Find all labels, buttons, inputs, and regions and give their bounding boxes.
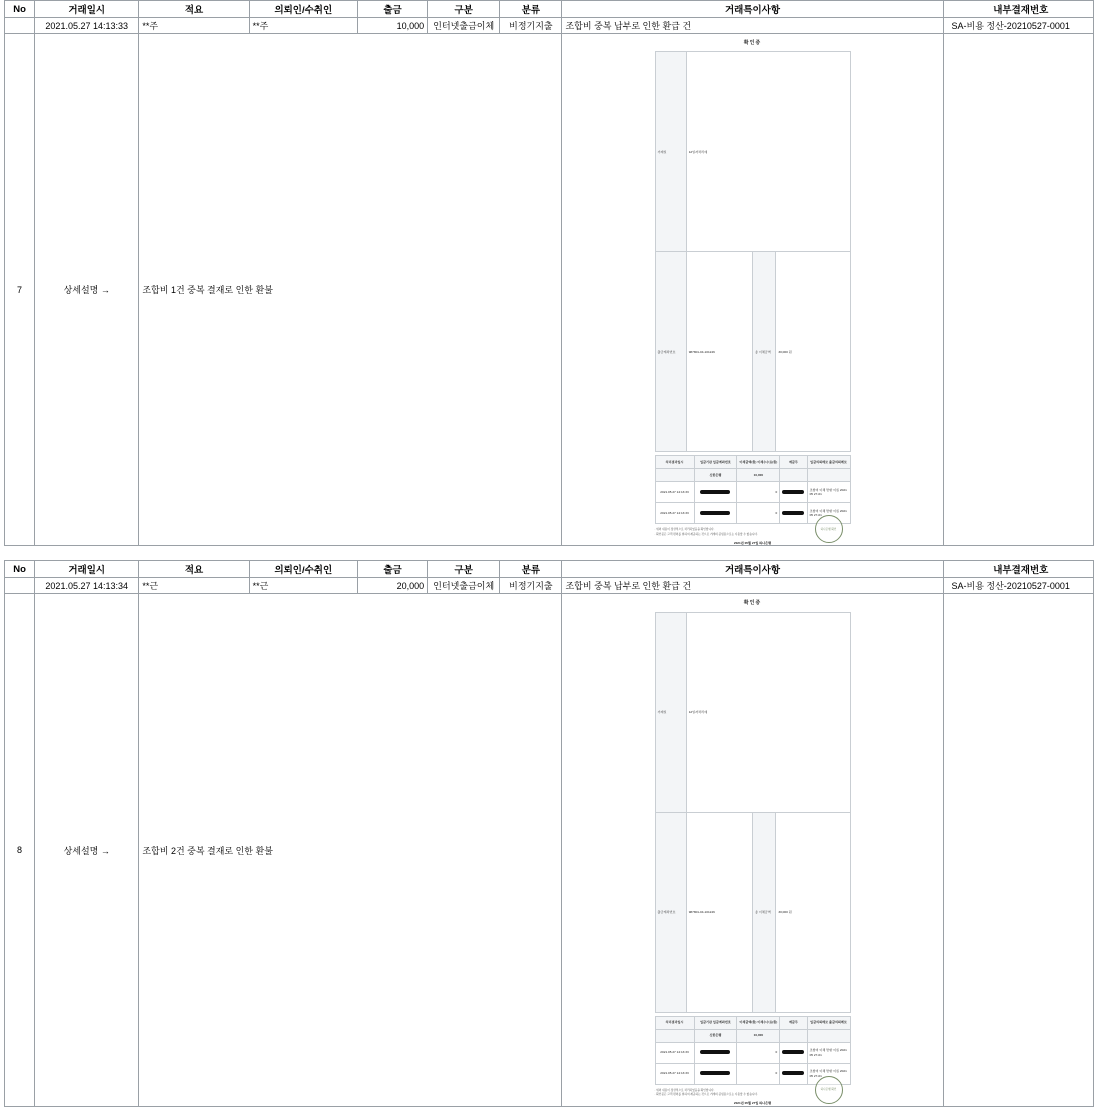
receipt-footnote-2: · 확인증은 고객 편의를 위하여 제공하는 것으로 거래의 증빙용으로는 사용할 수 없습니다.	[654, 532, 758, 536]
receipt-row2-holder	[780, 1063, 807, 1084]
receipt-info-table	[655, 612, 851, 1013]
cell-approval: SA-비용 정산-20210527-0001	[943, 18, 1093, 34]
bank-stamp-icon: 하나은행 확인	[815, 1076, 843, 1104]
receipt-row1-memo: 조합비 이체 반환 이름 2021 05 27-01	[807, 482, 850, 503]
receipt-subcol-amount: 10,000	[737, 469, 780, 482]
receipt-subcol-holder	[780, 469, 807, 482]
receipt-row1-holder	[780, 1042, 807, 1063]
cell-summary: **주	[139, 18, 249, 34]
redaction-bar	[782, 1050, 804, 1054]
col-header-class: 분류	[500, 561, 562, 578]
cell-type: 인터넷출금이체	[428, 18, 500, 34]
receipt-label-date: 거래일	[655, 52, 686, 252]
transaction-block-7	[4, 0, 1094, 546]
detail-label: 상세설명 →	[35, 34, 139, 546]
redaction-bar	[700, 1071, 730, 1075]
receipt-row1-memo: 조합비 이체 반환 이름 2021 05 27-01	[807, 1042, 850, 1063]
block-spacer	[0, 546, 1100, 560]
col-header-summary: 적요	[139, 1, 249, 18]
cell-client: **주	[249, 18, 357, 34]
cell-date: 2021.05.27 14:13:34	[35, 578, 139, 594]
col-header-approval: 내부결재번호	[943, 1, 1093, 18]
receipt-subcol-holder	[780, 1029, 807, 1042]
receipt-row2-datetime: 2021.05.27 14:13:33	[655, 503, 694, 524]
col-header-date: 거래일시	[35, 1, 139, 18]
detail-row	[5, 34, 1094, 546]
cell-client: **근	[249, 578, 357, 594]
detail-no: 7	[5, 34, 35, 546]
cell-summary: **근	[139, 578, 249, 594]
receipt-bottom-text: 2021년 05월 27일 하나은행	[733, 1101, 772, 1106]
receipt-row2-amount: 0	[737, 1063, 780, 1084]
receipt-col-amount: 이체금액(원) 이체수수료(원)	[737, 1016, 780, 1029]
col-header-type: 구분	[428, 561, 500, 578]
cell-type: 인터넷출금이체	[428, 578, 500, 594]
receipt-title: 확인증	[743, 40, 762, 46]
receipt-col-holder: 예금주	[780, 456, 807, 469]
receipt-col-bank: 입금기관 입금계좌번호	[694, 456, 737, 469]
receipt-row1-datetime: 2021.05.27 14:13:33	[655, 482, 694, 503]
receipt-value-total: 30,000 원	[776, 252, 850, 452]
receipt-col-bank: 입금기관 입금계좌번호	[694, 1016, 737, 1029]
receipt-row1-bank	[694, 482, 737, 503]
receipt-col-datetime: 처리결과일시	[655, 456, 694, 469]
col-header-note: 거래특이사항	[562, 561, 943, 578]
receipt-col-datetime: 처리결과일시	[655, 1016, 694, 1029]
receipt-subcol-blank	[655, 1029, 694, 1042]
receipt-label-total: 총 이체금액	[752, 812, 775, 1012]
redaction-bar	[700, 490, 730, 494]
cell-amount: 20,000	[357, 578, 427, 594]
col-header-client: 의뢰인/수취인	[249, 561, 357, 578]
receipt-image-cell	[562, 594, 943, 1106]
cell-class: 비정기지출	[500, 578, 562, 594]
col-header-approval: 내부결재번호	[943, 561, 1093, 578]
cell-amount: 10,000	[357, 18, 427, 34]
receipt-footnote-1: · 위의 내용이 정상적으로 처리되었음을 확인합니다.	[654, 528, 715, 532]
col-header-summary: 적요	[139, 561, 249, 578]
redaction-bar	[700, 511, 730, 515]
receipt-subcol-bank: 신한은행	[694, 469, 737, 482]
detail-row	[5, 594, 1094, 1106]
detail-no: 8	[5, 594, 35, 1106]
redaction-bar	[700, 1050, 730, 1054]
detail-description: 조합비 1건 중복 결재로 인한 환불	[139, 34, 562, 546]
cell-class: 비정기지출	[500, 18, 562, 34]
receipt-col-holder: 예금주	[780, 1016, 807, 1029]
receipt-8	[655, 600, 851, 1105]
receipt-label-account: 출금계좌번호	[655, 812, 686, 1012]
receipt-col-memo: 입금의뢰메모 출금의뢰메모	[807, 456, 850, 469]
receipt-subcol-blank	[655, 469, 694, 482]
cell-approval: SA-비용 정산-20210527-0001	[943, 578, 1093, 594]
detail-approval-blank	[943, 34, 1093, 546]
receipt-value-date: 12일자처리예	[686, 52, 850, 252]
receipt-detail-table	[655, 455, 851, 524]
col-header-amount: 출금	[357, 1, 427, 18]
cell-note: 조합비 중복 납부로 인한 환급 건	[562, 578, 943, 594]
col-header-class: 분류	[500, 1, 562, 18]
receipt-subcol-amount: 10,000	[737, 1029, 780, 1042]
receipt-value-total: 30,000 원	[776, 812, 850, 1012]
receipt-row2-memo: 조합비 이체 반환 이름 2021 05 27-01	[807, 503, 850, 524]
cell-note: 조합비 중복 납부로 인한 환급 건	[562, 18, 943, 34]
col-header-no: No	[5, 1, 35, 18]
col-header-type: 구분	[428, 1, 500, 18]
receipt-col-amount: 이체금액(원) 이체수수료(원)	[737, 456, 780, 469]
detail-label: 상세설명 →	[35, 594, 139, 1106]
receipt-row1-bank	[694, 1042, 737, 1063]
receipt-7	[655, 40, 851, 545]
receipt-subcol-memo	[807, 1029, 850, 1042]
receipt-label-date: 거래일	[655, 612, 686, 812]
receipt-image-cell	[562, 34, 943, 546]
receipt-row2-holder	[780, 503, 807, 524]
receipt-info-table	[655, 51, 851, 452]
receipt-row2-amount: 0	[737, 503, 780, 524]
col-header-note: 거래특이사항	[562, 1, 943, 18]
receipt-row1-holder	[780, 482, 807, 503]
col-header-no: No	[5, 561, 35, 578]
col-header-amount: 출금	[357, 561, 427, 578]
receipt-value-date: 12일자처리예	[686, 612, 850, 812]
receipt-value-account: 987801-04-101246	[686, 812, 752, 1012]
receipt-subcol-memo	[807, 469, 850, 482]
redaction-bar	[782, 1071, 804, 1075]
receipt-footnote-2: · 확인증은 고객 편의를 위하여 제공하는 것으로 거래의 증빙용으로는 사용할 수 없습니다.	[654, 1092, 758, 1096]
detail-description: 조합비 2건 중복 결재로 인한 환불	[139, 594, 562, 1106]
receipt-row1-amount: 0	[737, 482, 780, 503]
receipt-row2-bank	[694, 503, 737, 524]
col-header-client: 의뢰인/수취인	[249, 1, 357, 18]
bank-stamp-icon: 하나은행 확인	[815, 515, 843, 543]
redaction-bar	[782, 511, 804, 515]
receipt-row2-bank	[694, 1063, 737, 1084]
receipt-row2-memo: 조합비 이체 반환 이름 2021 05 27-01	[807, 1063, 850, 1084]
table-row	[5, 18, 1094, 34]
receipt-footnote-1: · 위의 내용이 정상적으로 처리되었음을 확인합니다.	[654, 1088, 715, 1092]
receipt-label-total: 총 이체금액	[752, 252, 775, 452]
receipt-row1-amount: 0	[737, 1042, 780, 1063]
cell-no	[5, 578, 35, 594]
redaction-bar	[782, 490, 804, 494]
receipt-row1-datetime: 2021.05.27 14:13:33	[655, 1042, 694, 1063]
cell-no	[5, 18, 35, 34]
receipt-col-memo: 입금의뢰메모 출금의뢰메모	[807, 1016, 850, 1029]
col-header-date: 거래일시	[35, 561, 139, 578]
receipt-detail-table	[655, 1016, 851, 1085]
receipt-title: 확인증	[743, 600, 762, 607]
table-row	[5, 578, 1094, 594]
receipt-bottom-text: 2021년 05월 27일 하나은행	[733, 540, 772, 545]
receipt-row2-datetime: 2021.05.27 14:13:33	[655, 1063, 694, 1084]
cell-date: 2021.05.27 14:13:33	[35, 18, 139, 34]
receipt-label-account: 출금계좌번호	[655, 252, 686, 452]
receipt-value-account: 987801-04-101246	[686, 252, 752, 452]
table-header-row	[5, 1, 1094, 18]
detail-approval-blank	[943, 594, 1093, 1106]
receipt-subcol-bank: 신한은행	[694, 1029, 737, 1042]
transaction-block-8	[4, 560, 1094, 1106]
table-header-row	[5, 561, 1094, 578]
